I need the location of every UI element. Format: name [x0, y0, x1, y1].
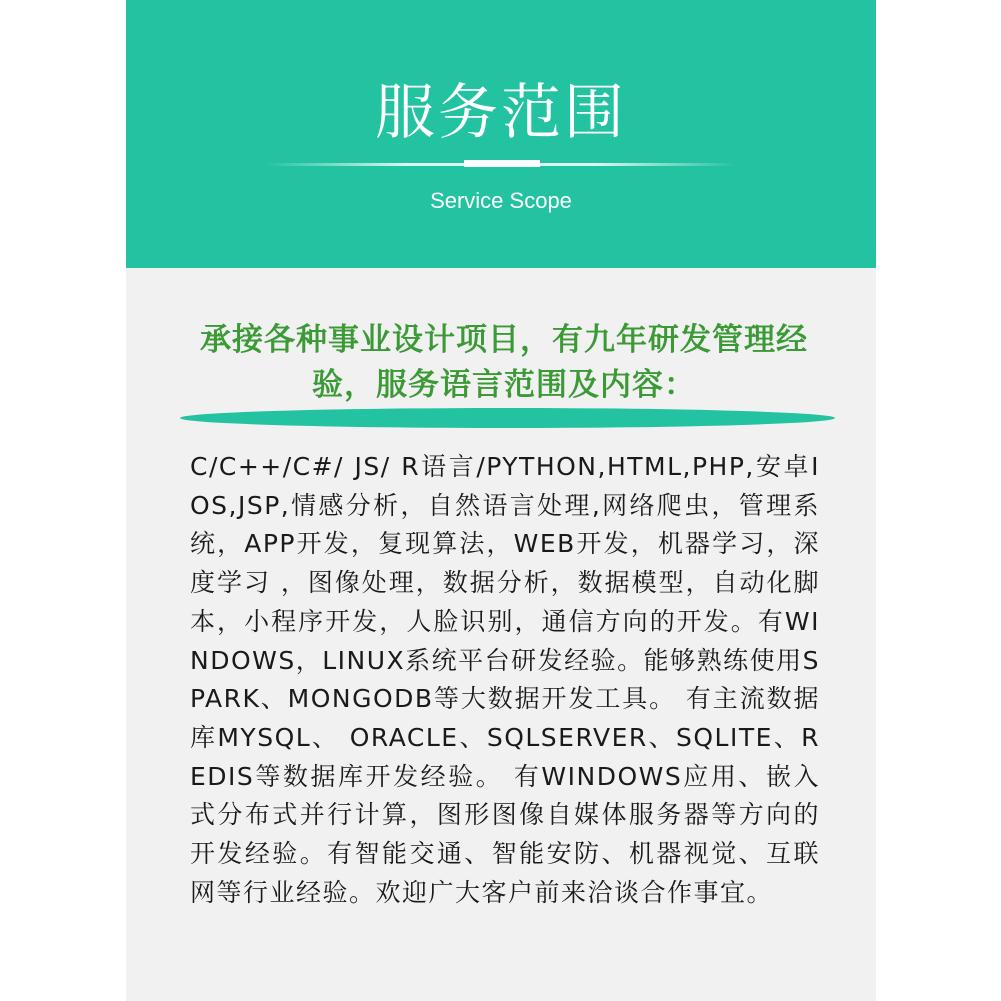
service-description: C/C++/C#/ JS/ R语言/PYTHON,HTML,PHP,安卓IOS,JSP,情感分析，自然语言处理,网络爬虫，管理系统，APP开发，复现算法，WEB开发，机器学习，深度学习 ，图像处理，数据分析，数据模型，自动化脚本，小程序开发，人脸识别，通信方向的开发。有WINDOWS，LINUX系统平台研发经验。能够熟练使用SPARK、MONGODB等大数据开发工具。 有主流数据库MYSQL、 ORACLE、SQLSERVER、SQLITE、REDIS等数据库开发经验。 有WINDOWS应用、嵌入式分布式并行计算，图形图像自媒体服务器等方向的开发经验。有智能交通、智能安防、机器视觉、互联网等行业经验。欢迎广大客户前来洽谈合作事宜。: [190, 452, 821, 907]
intro-underline: [180, 408, 835, 428]
intro-heading: 承接各种事业设计项目，有九年研发管理经验，服务语言范围及内容：: [200, 322, 808, 403]
header-banner: [126, 0, 876, 268]
service-card: [126, 0, 876, 1001]
page-title: 服务范围: [375, 78, 627, 148]
title-divider-accent: [464, 160, 540, 167]
page-subtitle: Service Scope: [430, 188, 572, 213]
